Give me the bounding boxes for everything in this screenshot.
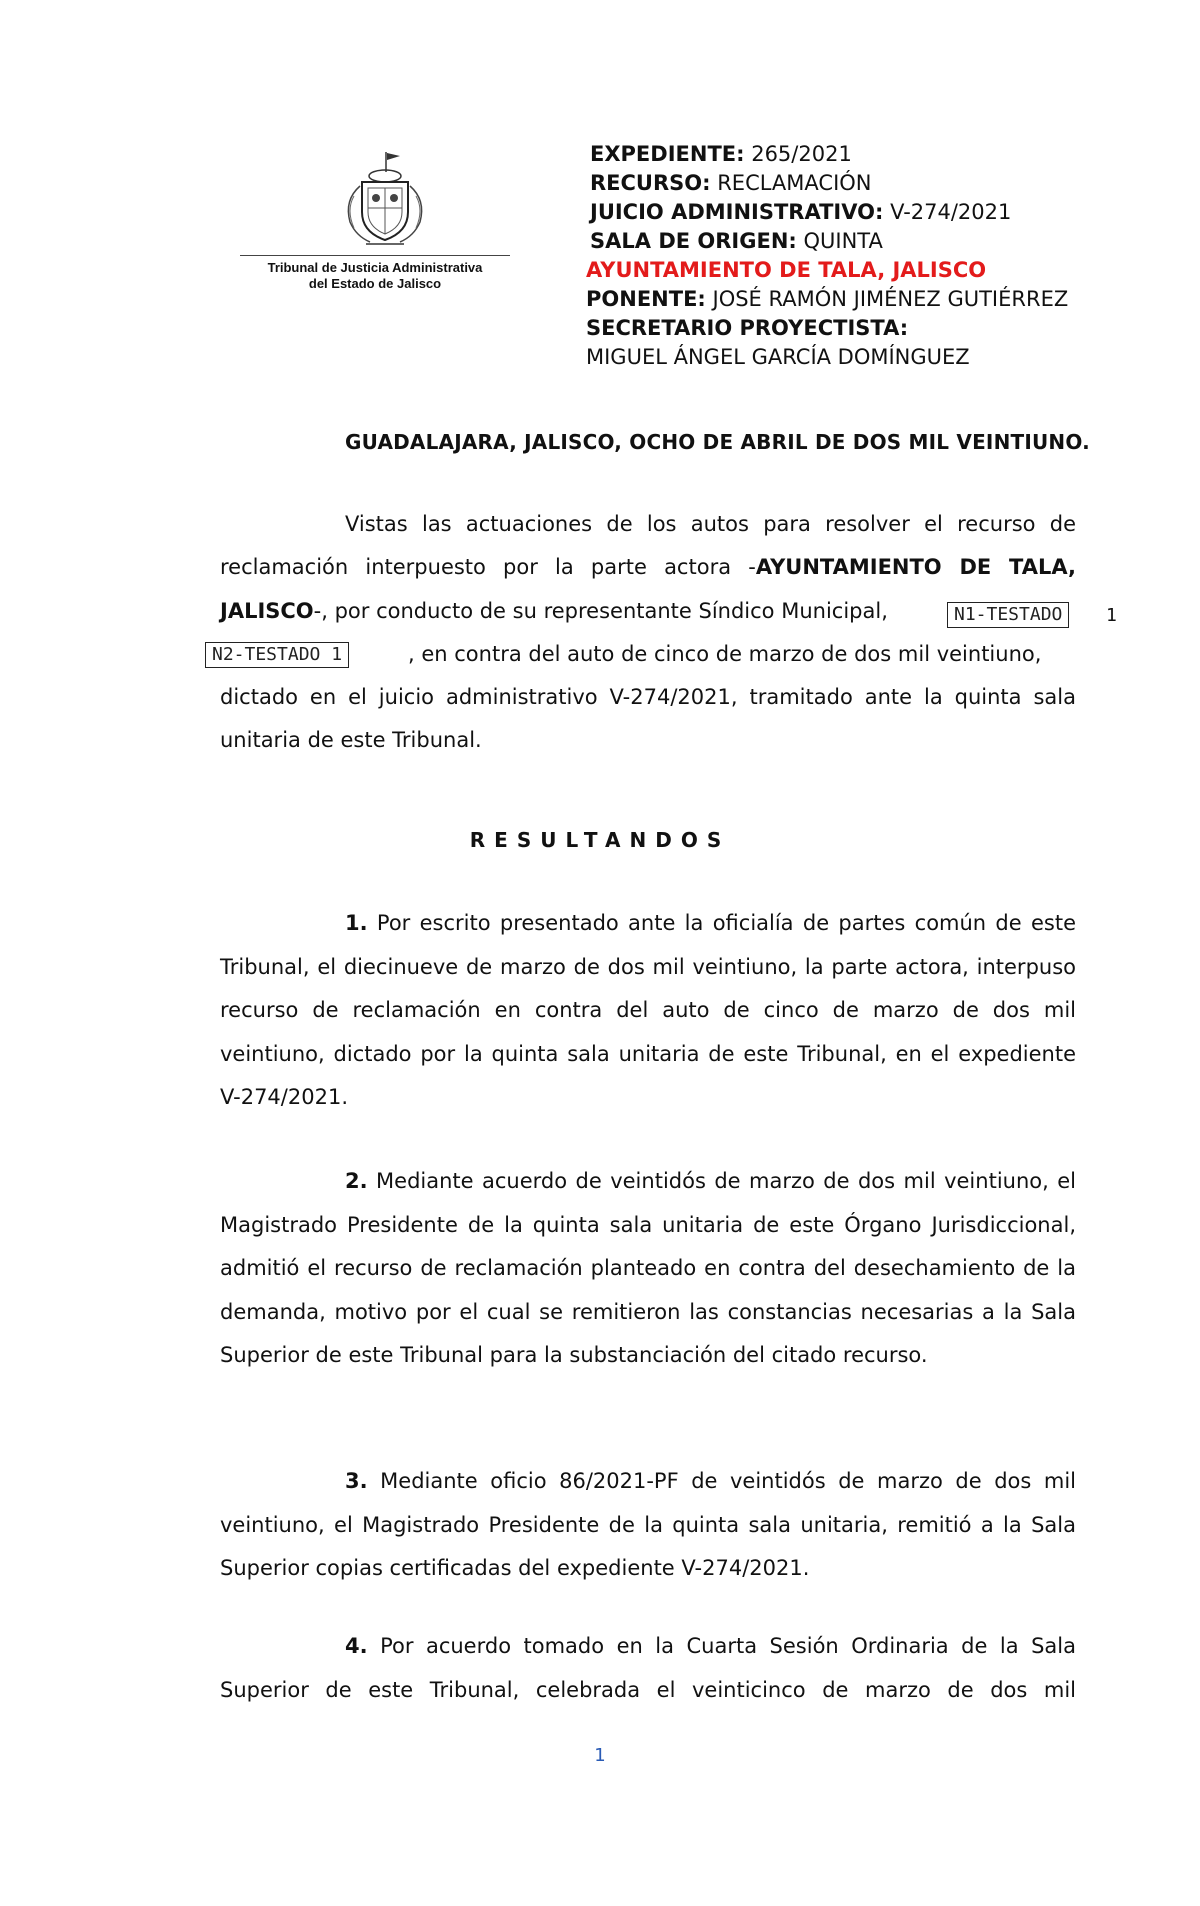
sala-line [590, 227, 883, 256]
resultando-2 [220, 1160, 1076, 1378]
secretario-value: MIGUEL ÁNGEL GARCÍA DOMÍNGUEZ [586, 345, 970, 369]
intro-line-3: JALISCO-, por conducto de su representante Síndico Municipal, [220, 599, 888, 623]
ponente-label: PONENTE: [586, 287, 706, 311]
intro-line-5: dictado en el juicio administrativo V-274/2021, tramitado ante la quinta sala [220, 685, 1076, 709]
resultando-text: Mediante acuerdo de veintidós de marzo de dos mil veintiuno, el Magistrado Presidente de la quinta sala unitaria de este Órgano Jurisdiccional, admitió el recurso de reclamación planteado en contra del desechamiento de la demanda, motivo por el cual se remitieron las constancias necesarias a la Sala Superior de este Tribunal para la substanciación del citado recurso. [220, 1169, 1076, 1367]
tribunal-name-line2: del Estado de Jalisco [308, 276, 442, 291]
expediente-label: EXPEDIENTE: [590, 142, 745, 166]
tribunal-name-line1: Tribunal de Justicia Administrativa [267, 260, 483, 275]
actor-inline: AYUNTAMIENTO DE TALA, [755, 555, 1076, 579]
juicio-line [590, 198, 1011, 227]
resultando-text: Por acuerdo tomado en la Cuarta Sesión Ordinaria de la Sala Superior de este Tribunal, celebrada el veinticinco de marzo de dos mil [220, 1634, 1076, 1702]
expediente-value: 265/2021 [751, 142, 852, 166]
intro-line-6: unitaria de este Tribunal. [220, 728, 482, 752]
date-line: GUADALAJARA, JALISCO, OCHO DE ABRIL DE DOS MIL VEINTIUNO. [345, 430, 1090, 454]
intro-line-1: Vistas las actuaciones de los autos para resolver el recurso de [345, 512, 1076, 536]
intro-line-2: reclamación interpuesto por la parte actora -AYUNTAMIENTO DE TALA, [220, 555, 1076, 579]
redaction-note-1: 1 [1106, 605, 1117, 626]
logo-divider [240, 255, 510, 256]
actor-name: AYUNTAMIENTO DE TALA, JALISCO [586, 258, 987, 282]
resultando-4 [220, 1625, 1076, 1712]
section-title: RESULTANDOS [469, 828, 731, 852]
recurso-label: RECURSO: [590, 171, 711, 195]
ponente-line [586, 285, 1068, 314]
coat-of-arms-icon [330, 150, 440, 250]
expediente-line [590, 140, 852, 169]
redaction-box-n2: N2-TESTADO 1 [205, 642, 349, 668]
secretario-label: SECRETARIO PROYECTISTA: [586, 316, 909, 340]
resultando-number: 3. [345, 1469, 368, 1493]
resultando-number: 1. [345, 911, 368, 935]
sala-label: SALA DE ORIGEN: [590, 229, 797, 253]
resultando-text: Mediante oficio 86/2021-PF de veintidós de marzo de dos mil veintiuno, el Magistrado Presidente de la quinta sala unitaria, remitió a la Sala Superior copias certificadas del expediente V-274/2021. [220, 1469, 1076, 1580]
page-number: 1 [594, 1745, 606, 1766]
resultando-3 [220, 1460, 1076, 1591]
intro-line-4: , en contra del auto de cinco de marzo de dos mil veintiuno, [408, 642, 1042, 666]
resultando-text: Por escrito presentado ante la oficialía de partes común de este Tribunal, el diecinueve de marzo de dos mil veintiuno, la parte actora, interpuso recurso de reclamación en contra del auto de cinco de marzo de dos mil veintiuno, dictado por la quinta sala unitaria de este Tribunal, en el expediente V-274/2021. [220, 911, 1076, 1109]
juicio-label: JUICIO ADMINISTRATIVO: [590, 200, 884, 224]
ponente-value: JOSÉ RAMÓN JIMÉNEZ GUTIÉRREZ [712, 287, 1069, 311]
redaction-box-n1: N1-TESTADO [947, 602, 1069, 628]
juicio-value: V-274/2021 [890, 200, 1012, 224]
resultando-1 [220, 902, 1076, 1120]
recurso-line [590, 169, 872, 198]
resultando-number: 2. [345, 1169, 368, 1193]
sala-value: QUINTA [803, 229, 883, 253]
recurso-value: RECLAMACIÓN [717, 171, 872, 195]
resultando-number: 4. [345, 1634, 368, 1658]
